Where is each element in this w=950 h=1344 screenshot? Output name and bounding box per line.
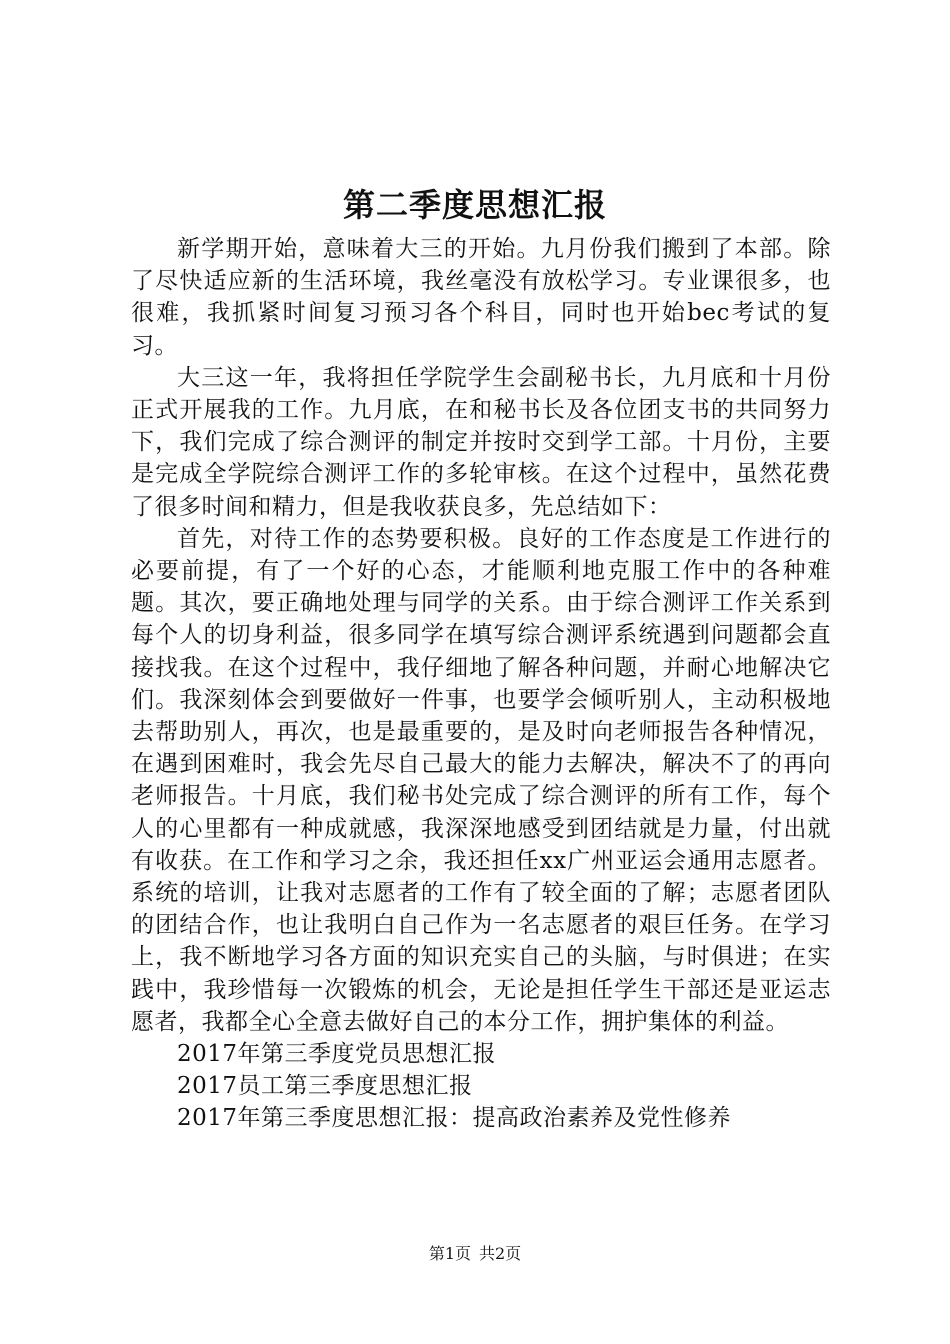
paragraph: 新学期开始，意味着大三的开始。九月份我们搬到了本部。除了尽快适应新的生活环境，我丝毫没有放松学习。专业课很多，也很难，我抓紧时间复习预习各个科目，同时也开始bec考试的复习。: [131, 236, 831, 359]
related-item: 2017年第三季度党员思想汇报: [177, 1041, 497, 1068]
page-number: 第1页: [428, 1244, 471, 1263]
paragraph: 首先，对待工作的态势要积极。良好的工作态度是工作进行的必要前提，有了一个好的心态，才能顺利地克服工作中的各种难题。其次，要正确地处理与同学的关系。由于综合测评工作关系到每个人的切身利益，很多同学在填写综合测评系统遇到问题都会直接找我。在这个过程中，我仔细地了解各种问题，并耐心地解决它们。我深刻体会到要做好一件事，也要学会倾听别人，主动积极地去帮助别人，再次，也是最重要的，是及时向老师报告各种情况，在遇到困难时，我会先尽自己最大的能力去解决，解决不了的再向老师报告。十月底，我们秘书处完成了综合测评的所有工作，每个人的心里都有一种成就感，我深深地感受到团结就是力量，付出就有收获。在工作和学习之余，我还担任xx广州亚运会通用志愿者。系统的培训，让我对志愿者的工作有了较全面的了解；志愿者团队的团结合作，也让我明白自己作为一名志愿者的艰巨任务。在学习上，我不断地学习各方面的知识充实自己的头脑，与时俱进；在实践中，我珍惜每一次锻炼的机会，无论是担任学生干部还是亚运志愿者，我都全心全意去做好自己的本分工作，拥护集体的利益。: [131, 525, 831, 1035]
document-body: [131, 233, 831, 1135]
document-title: 第二季度思想汇报: [342, 186, 607, 224]
related-item: 2017员工第三季度思想汇报: [177, 1073, 473, 1100]
related-list: [131, 1038, 831, 1135]
paragraph: 大三这一年，我将担任学院学生会副秘书长，九月底和十月份正式开展我的工作。九月底，在和秘书长及各位团支书的共同努力下，我们完成了综合测评的制定并按时交到学工部。十月份，主要是完成全学院综合测评工作的多轮审核。在这个过程中，虽然花费了很多时间和精力，但是我收获良多，先总结如下：: [131, 364, 831, 520]
page-total: 共2页: [479, 1244, 522, 1263]
page-footer: [0, 1243, 950, 1265]
related-item: 2017年第三季度思想汇报：提高政治素养及党性修养: [177, 1105, 732, 1132]
